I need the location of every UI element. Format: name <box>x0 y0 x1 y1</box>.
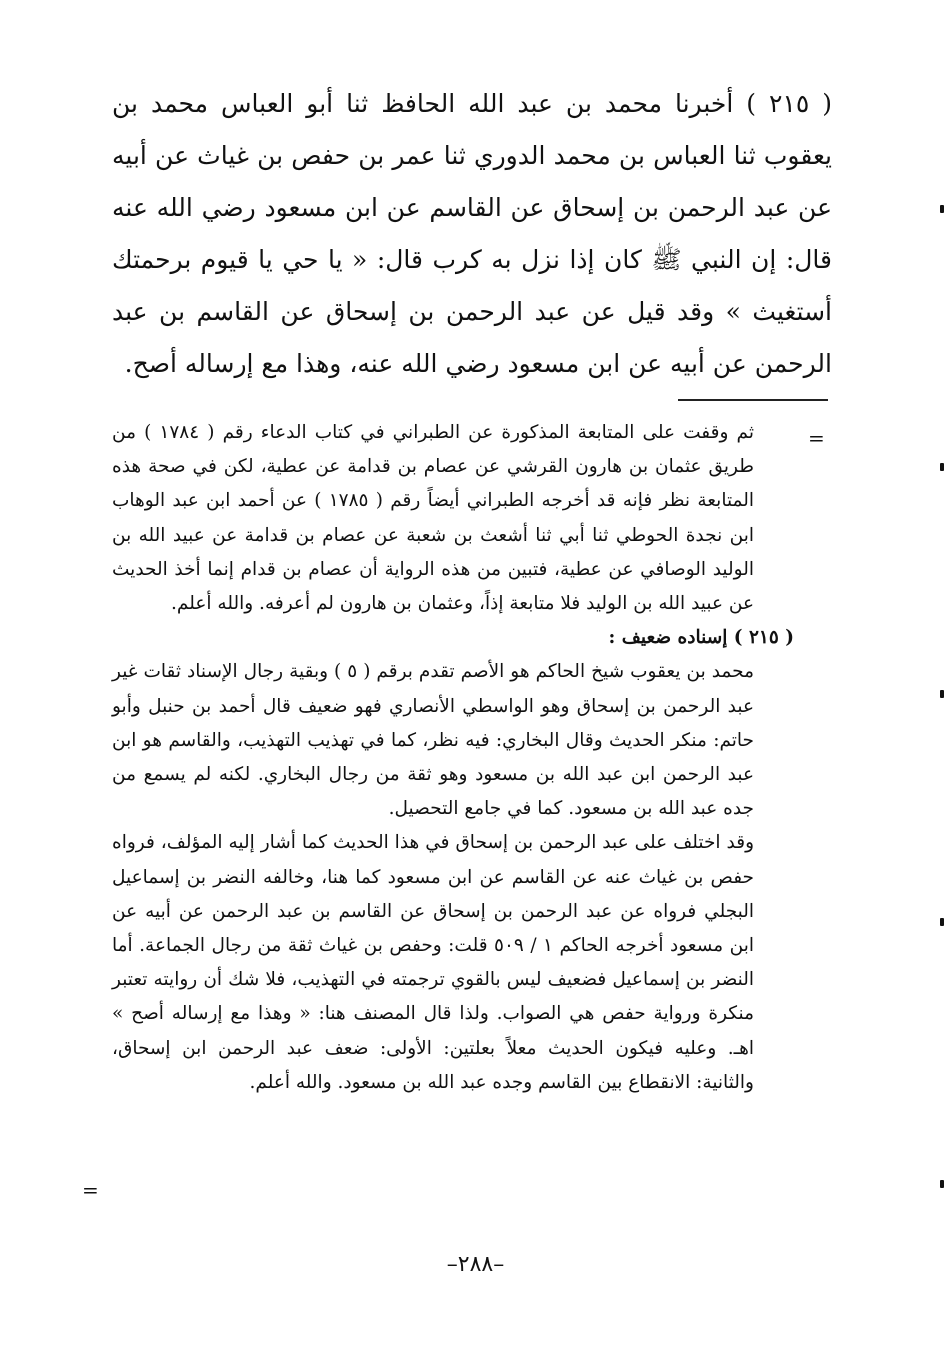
scan-margin-mark <box>940 205 944 213</box>
footnote-continuation: ثم وقفت على المتابعة المذكورة عن الطبراني في كتاب الدعاء رقم ( ١٧٨٤ ) من طريق عثمان بن هارون القرشي عن عصام بن قدامة عن عطية، لكن في صحة هذه المتابعة نظر فإنه قد أخرجه الطبراني أيضاً رقم ( ١٧٨٥ ) عن أحمد ابن عبد الوهاب ابن نجدة الحوطي ثنا أبي ثنا أشعث بن شعبة عن عصام بن قدامة عن عبيد الله بن الوليد الوصافي عن عطية، فتبين من هذه الرواية أن عصام بن قدام إنما أخذ الحديث عن عبيد الله بن الوليد فلا متابعة إذاً، وعثمان بن هارون لم أعرفه. والله أعلم. <box>112 422 755 615</box>
page-number: –٢٨٨– <box>446 1252 505 1277</box>
footnote-paragraph-1: محمد بن يعقوب شيخ الحاكم هو الأصم تقدم برقم ( ٥ ) وبقية رجال الإسناد ثقات غير عبد الرحمن بن إسحاق وهو الواسطي الأنصاري فهو ضعيف قال أحمد بن حنبل وأبو حاتم: منكر الحديث وقال البخاري: فيه نظر، كما في تهذيب التهذيب، والقاسم هو ابن عبد الرحمن ابن عبد الله بن مسعود وهو ثقة من رجال البخاري. لكنه لم يسمع من جده عبد الله بن مسعود. كما في جامع التحصيل. <box>112 661 754 820</box>
scan-margin-mark <box>940 690 944 698</box>
footnotes-block <box>112 416 794 1100</box>
footnote-end-mark: = <box>82 1178 99 1202</box>
scan-margin-mark <box>940 918 944 926</box>
main-text-block <box>112 78 832 390</box>
scan-margin-mark <box>940 463 944 471</box>
footnote-separator <box>678 399 828 401</box>
footnote-paragraph-2: وقد اختلف على عبد الرحمن بن إسحاق في هذا الحديث كما أشار إليه المؤلف، فرواه حفص بن غياث عنه عن القاسم عن ابن مسعود كما هنا، وخالفه النضر بن إسماعيل البجلي فرواه عن عبد الرحمن بن إسحاق عن القاسم بن عبد الرحمن عن أبيه عن ابن مسعود أخرجه الحاكم ١ / ٥٠٩ قلت: وحفص بن غياث ثقة من رجال الجماعة. أما النضر بن إسماعيل فضعيف ليس بالقوي ترجمته في التهذيب، فلا شك أن روايته تعتبر منكرة ورواية حفص هي الصواب. ولذا قال المصنف هنا: « وهذا مع إرساله أصح » اهـ. وعليه فيكون الحديث معلاً بعلتين: الأولى: ضعف عبد الرحمن ابن إسحاق، والثانية: الانقطاع بين القاسم وجده عبد الله بن مسعود. والله أعلم. <box>112 832 754 1093</box>
footnote-heading: ( ٢١٥ ) إسناده ضعيف : <box>608 627 794 649</box>
scan-margin-mark <box>940 1180 944 1188</box>
footnote-continuation-mark: = <box>808 426 825 450</box>
hadith-215-text: ( ٢١٥ ) أخبرنا محمد بن عبد الله الحافظ ثنا أبو العباس محمد بن يعقوب ثنا العباس بن محمد الدوري ثنا عمر بن حفص بن غياث عن أبيه عن عبد الرحمن بن إسحاق عن القاسم عن ابن مسعود رضي الله عنه قال: إن النبي ﷺ كان إذا نزل به كرب قال: « يا حي يا قيوم برحمتك أستغيث » وقد قيل عن عبد الرحمن بن إسحاق عن القاسم بن عبد الرحمن عن أبيه عن ابن مسعود رضي الله عنه، وهذا مع إرساله أصح. <box>112 89 832 378</box>
